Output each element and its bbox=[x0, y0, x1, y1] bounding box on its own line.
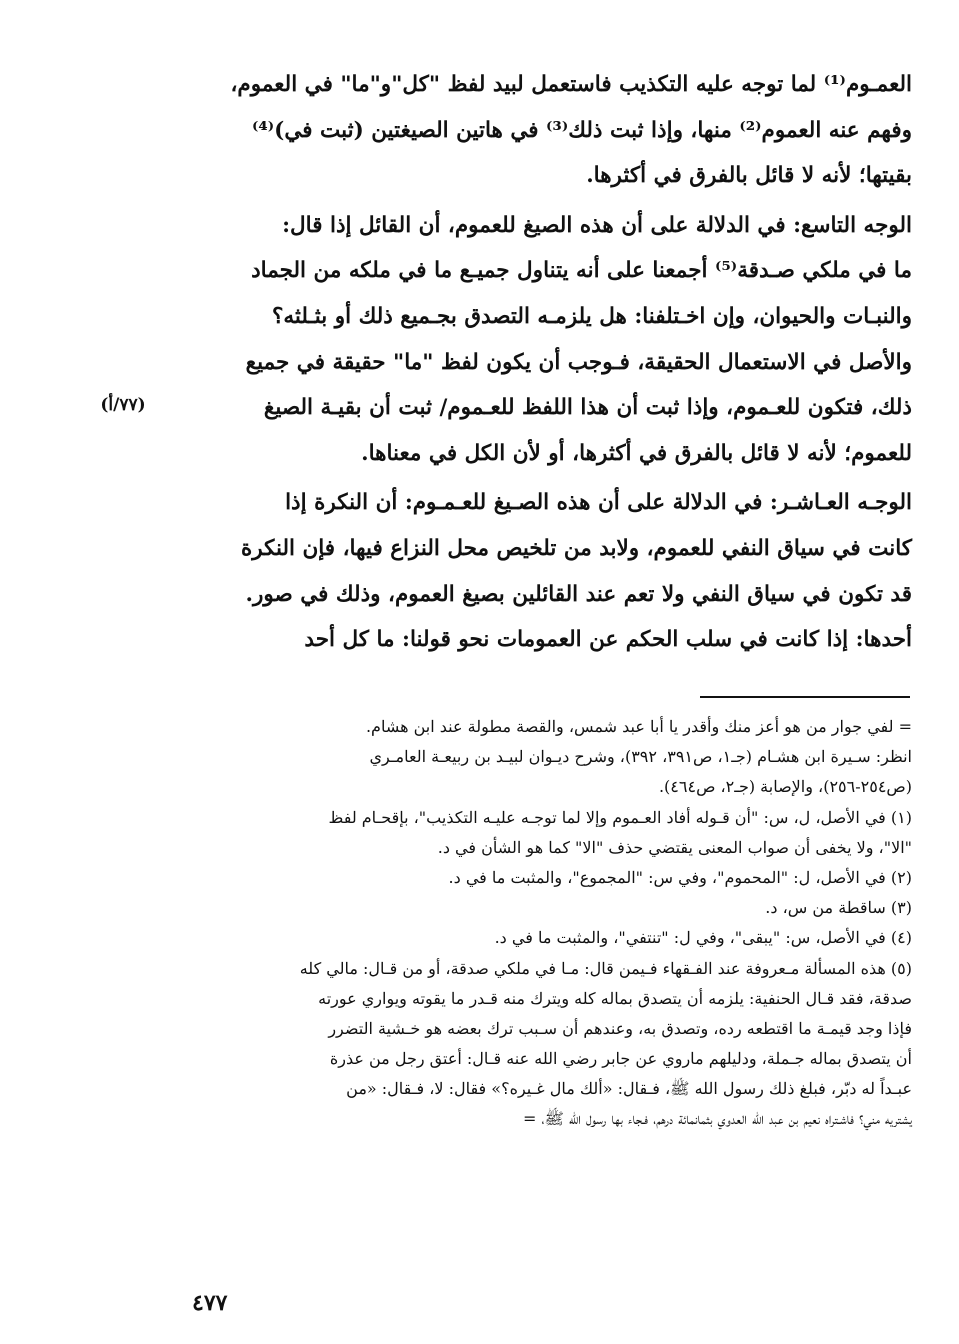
text-line: والأصل في الاستعمال الحقيقة، فـوجب أن يكون لفظ "ما" حقيقة في جميع bbox=[245, 349, 912, 375]
main-text bbox=[188, 62, 912, 663]
text-line: للعموم؛ لأنه لا قائل بالفرق في أكثرها، أو لأن الكل في معناها. bbox=[361, 440, 912, 466]
footnote-line: يشتريه مني؟ فاشـتراه نعيم بن عبد الله العدوي بثمانمائة درهم، فـجاء بها رسول الله ﷺ، = bbox=[523, 1109, 912, 1129]
footnote-divider bbox=[700, 696, 910, 698]
footnote-line: صدقة، فقد قـال الحنفية: يلزمه أن يتصدق بماله كله ويترك منه قـدر ما يقوته ويواري عورته bbox=[318, 988, 912, 1008]
footnote-line: "الا"، ولا يخفى أن صواب المعنى يقتضي حذف "الا" كما هو الشأن في د. bbox=[437, 837, 912, 857]
text-line: قد تكون في سياق النفي ولا تعم عند القائلين بصيغ العموم، وذلك في صور. bbox=[245, 581, 912, 607]
text-line: ما في ملكي صـدقة⁽⁵⁾ أجمعنا على أنه يتناول جميـع ما في ملكه من الجماد bbox=[251, 258, 912, 284]
footnote-line: (٥) هذه المسألة مـعروفة عند الفـقهاء فـيمن قال: مـا في ملكي صدقة، أو من قـال: مالي كله bbox=[299, 958, 912, 978]
footnote-line: انظر: سـيرة ابن هشـام (جـ١، ص٣٩١، ٣٩٢)، وشرح ديـوان لبيـد بن ربيعـة العامـري bbox=[369, 747, 912, 767]
text-line: كانت في سياق النفي للعموم، ولابد من تلخيص محل النزاع فيها، فإن النكرة bbox=[240, 535, 912, 561]
text-line: وفهم عنه العموم⁽²⁾ منها، وإذا ثبت ذلك⁽³⁾ في هاتين الصيغتين (ثبت في)⁽⁴⁾ bbox=[251, 117, 912, 143]
text-line: العمـوم⁽¹⁾ لما توجه عليه التكذيب فاستعمل لبيد لفظ "كل"و"ما" في العموم، bbox=[230, 72, 912, 97]
text-line: أحدها: إذا كانت في سلب الحكم عن العمومات نحو قولنا: ما كل أحد bbox=[304, 627, 912, 653]
footnotes bbox=[188, 712, 912, 1135]
text-line: والنبـات والحيوان، وإن اخـتلفنا: هل يلزمـه التصدق بجـميع ذلك أو بثـلثه؟ bbox=[271, 303, 912, 329]
footnote-line: عبـداً له دبّر، فبلغ ذلك رسول الله ﷺ، فـقال: «ألك مال غـيره؟» فقال: لا، فـقال: «من bbox=[346, 1079, 912, 1099]
footnote-line: (٣) ساقطة من س، د. bbox=[765, 898, 912, 918]
footnote-line: أن يتصدق بماله جـملة، ودليلهم ماروي عن جابر رضي الله عنه قـال: أعتق رجل من عذرة bbox=[329, 1049, 912, 1069]
footnote-line: (٢) في الأصل، ل: "المحموم"، وفي س: "المجموع"، والمثبت ما في د. bbox=[448, 867, 912, 887]
page-number: ٤٧٧ bbox=[192, 1290, 228, 1316]
footnote-line: (٤) في الأصل، س: "يبقى"، وفي ل: "تنتفي"، والمثبت ما في د. bbox=[494, 928, 912, 948]
footnote-line: = لفي جوار من هو أعز منك وأقدر يا أبا عبد شمس، والقصة مطولة عند ابن هشام. bbox=[365, 717, 912, 736]
footnote-line: (ص٢٥٤-٢٥٦)، والإصابة (جـ٢، ص٤٦٤). bbox=[658, 777, 912, 797]
text-line: بقيتها؛ لأنه لا قائل بالفرق في أكثرها. bbox=[586, 163, 912, 189]
text-line: الوجـه العـاشـر: في الدلالة على أن هذه الصـيغ للعـمـوم: أن النكرة إذا bbox=[285, 490, 912, 516]
footnote-line: فإذا وجد قيمـة ما اقتطعه رده، وتصدق به، وعندهم أن سـبب ترك بعضه هو خـشية التضرر bbox=[328, 1018, 912, 1038]
text-line: الوجه التاسع: في الدلالة على أن هذه الصيغ للعموم، أن القائل إذا قال: bbox=[282, 212, 912, 238]
footnote-line: (١) في الأصل، ل، س: "أن قـوله أفاد العـموم وإلا لما توجـه عليـه التكذيب"، بإقحـام لفظ bbox=[328, 807, 912, 827]
margin-folio-note: (٧٧/أ) bbox=[100, 395, 146, 415]
text-line: ذلك، فتكون للعـموم، وإذا ثبت أن هذا اللفظ للعـموم/ ثبت أن بقيـة الصيغ bbox=[263, 395, 912, 421]
